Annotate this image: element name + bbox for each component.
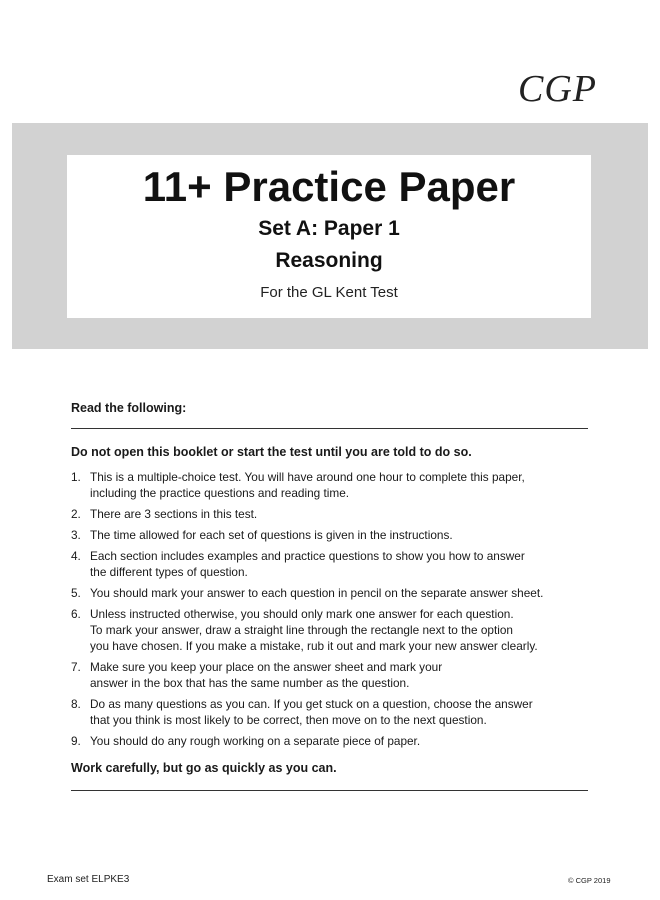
title-card [67, 155, 591, 318]
item-text-line: including the practice questions and reading time. [90, 486, 350, 500]
test-name-label: For the GL Kent Test [260, 284, 398, 301]
item-text-line: You should mark your answer to each question in pencil on the separate answer sheet. [90, 586, 544, 600]
item-number: 2. [71, 507, 81, 521]
exam-code: Exam set ELPKE3 [47, 874, 130, 885]
item-text-line: Make sure you keep your place on the answer sheet and mark your [90, 660, 443, 674]
subject-label: Reasoning [275, 249, 383, 272]
item-number: 9. [71, 734, 81, 748]
list-item [71, 548, 591, 580]
item-text-line: you have chosen. If you make a mistake, rub it out and mark your new answer clearly. [90, 639, 538, 653]
page-title: 11+ Practice Paper [142, 163, 516, 210]
instructions-list [71, 469, 591, 754]
list-item [71, 585, 591, 601]
instructions-heading: Read the following: [71, 401, 187, 415]
list-item [71, 696, 591, 728]
divider-bottom [71, 790, 588, 791]
divider-top [71, 428, 588, 429]
item-number: 3. [71, 528, 81, 542]
item-text-line: Do as many questions as you can. If you get stuck on a question, choose the answer [90, 697, 533, 711]
item-text-line: Unless instructed otherwise, you should only mark one answer for each question. [90, 607, 514, 621]
item-text-line: There are 3 sections in this test. [90, 507, 258, 521]
item-number: 5. [71, 586, 81, 600]
item-number: 7. [71, 660, 81, 674]
item-number: 6. [71, 607, 81, 621]
closing-text: Work carefully, but go as quickly as you can. [71, 761, 337, 775]
item-text-line: This is a multiple-choice test. You will have around one hour to complete this paper, [90, 470, 525, 484]
item-text-line: Each section includes examples and practice questions to show you how to answer [90, 549, 525, 563]
item-text-line: the different types of question. [90, 565, 248, 579]
list-item [71, 506, 591, 522]
cgp-logo: CGP [518, 68, 597, 110]
set-paper-label: Set A: Paper 1 [258, 217, 400, 240]
warning-text: Do not open this booklet or start the test until you are told to do so. [71, 445, 472, 459]
copyright-notice: © CGP 2019 [568, 876, 611, 885]
list-item [71, 733, 591, 749]
list-item [71, 527, 591, 543]
item-text-line: answer in the box that has the same number as the question. [90, 676, 410, 690]
item-number: 1. [71, 470, 81, 484]
list-item [71, 606, 591, 654]
list-item [71, 469, 591, 501]
item-text-line: The time allowed for each set of questions is given in the instructions. [90, 528, 453, 542]
item-text-line: You should do any rough working on a separate piece of paper. [90, 734, 421, 748]
item-number: 8. [71, 697, 81, 711]
list-item [71, 659, 591, 691]
item-number: 4. [71, 549, 81, 563]
item-text-line: To mark your answer, draw a straight line through the rectangle next to the option [90, 623, 513, 637]
item-text-line: that you think is most likely to be correct, then move on to the next question. [90, 713, 487, 727]
